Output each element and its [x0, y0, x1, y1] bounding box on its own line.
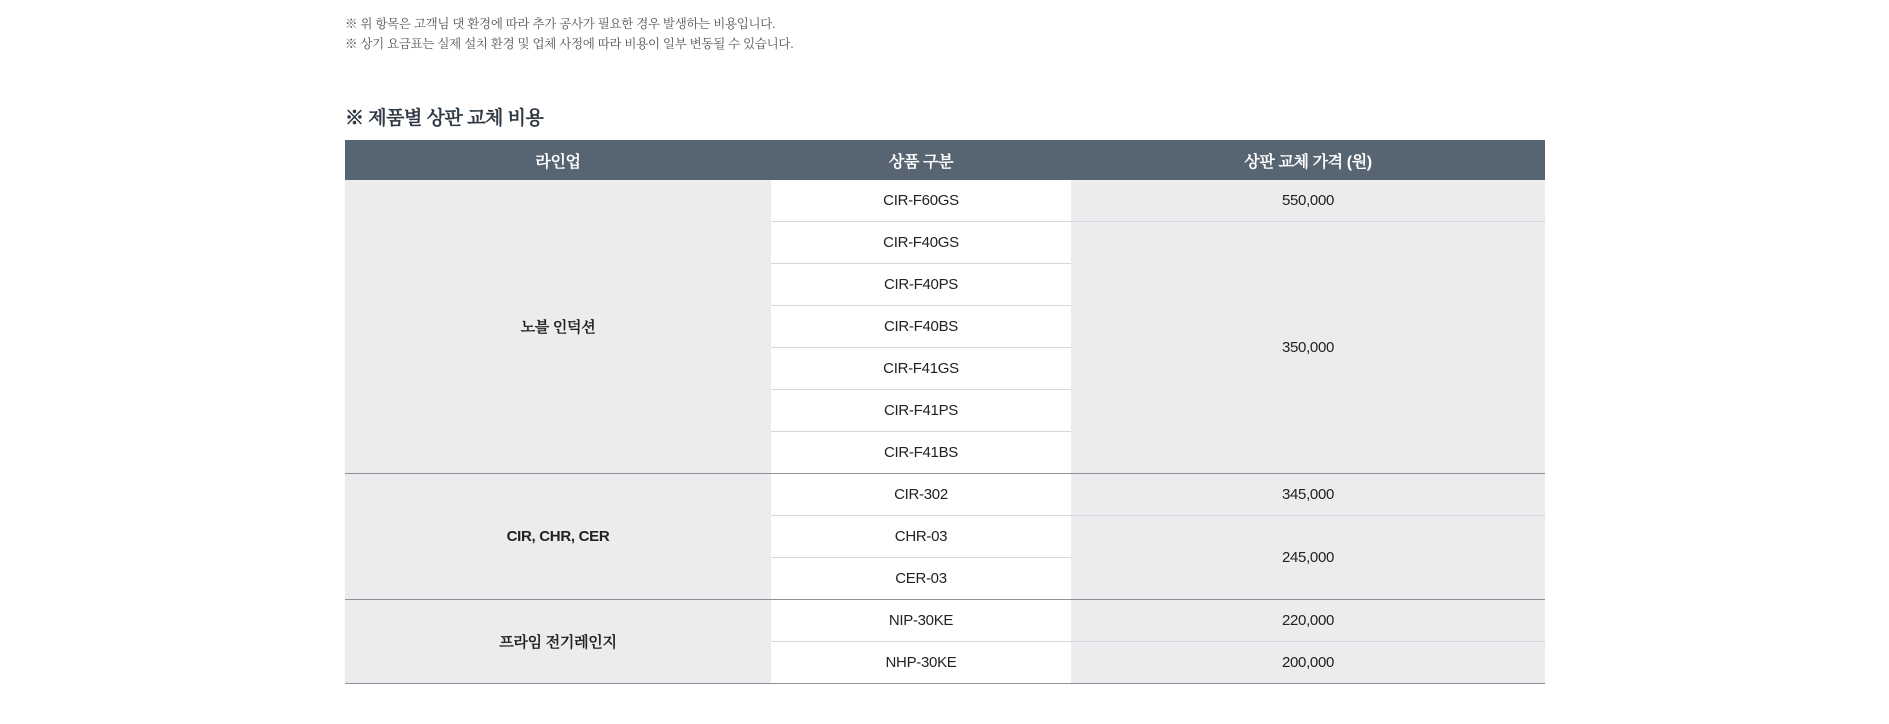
footnote-line-2: ※ 상기 요금표는 실제 설치 환경 및 업체 사정에 따라 비용이 일부 변동될 수 있습니다. [345, 37, 794, 51]
table-header [345, 140, 1545, 180]
cell-model: CIR-F41BS [771, 432, 1071, 474]
cell-model: CIR-F40PS [771, 264, 1071, 306]
header-model: 상품 구분 [771, 140, 1071, 180]
cell-model: CIR-F41PS [771, 390, 1071, 432]
cell-model: CIR-F40GS [771, 222, 1071, 264]
cell-model: CIR-F60GS [771, 180, 1071, 222]
table-body [345, 180, 1545, 684]
cell-price: 200,000 [1071, 642, 1545, 684]
cell-price: 350,000 [1071, 222, 1545, 474]
table-row [345, 474, 1545, 516]
cell-model: CIR-F40BS [771, 306, 1071, 348]
cell-model: CIR-302 [771, 474, 1071, 516]
top-plate-replacement-cost-table [345, 140, 1545, 684]
footnote-line-1: ※ 위 항목은 고객님 댓 환경에 따라 추가 공사가 필요한 경우 발생하는 비용입니다. [345, 17, 776, 31]
cell-price: 220,000 [1071, 600, 1545, 642]
table-row [345, 180, 1545, 222]
footnote-block [345, 14, 1245, 54]
cell-model: NHP-30KE [771, 642, 1071, 684]
cell-lineup: CIR, CHR, CER [345, 474, 771, 600]
cell-lineup: 프라임 전기레인지 [345, 600, 771, 684]
header-lineup: 라인업 [345, 140, 771, 180]
cell-price: 550,000 [1071, 180, 1545, 222]
cell-model: CHR-03 [771, 516, 1071, 558]
header-price: 상판 교체 가격 (원) [1071, 140, 1545, 180]
cell-model: CER-03 [771, 558, 1071, 600]
table-row [345, 600, 1545, 642]
table-header-row [345, 140, 1545, 180]
cell-lineup: 노블 인덕션 [345, 180, 771, 474]
cell-price: 345,000 [1071, 474, 1545, 516]
cell-model: NIP-30KE [771, 600, 1071, 642]
cell-price: 245,000 [1071, 516, 1545, 600]
cost-table-wrapper [345, 140, 1545, 684]
section-title: ※ 제품별 상판 교체 비용 [345, 108, 544, 129]
cell-model: CIR-F41GS [771, 348, 1071, 390]
